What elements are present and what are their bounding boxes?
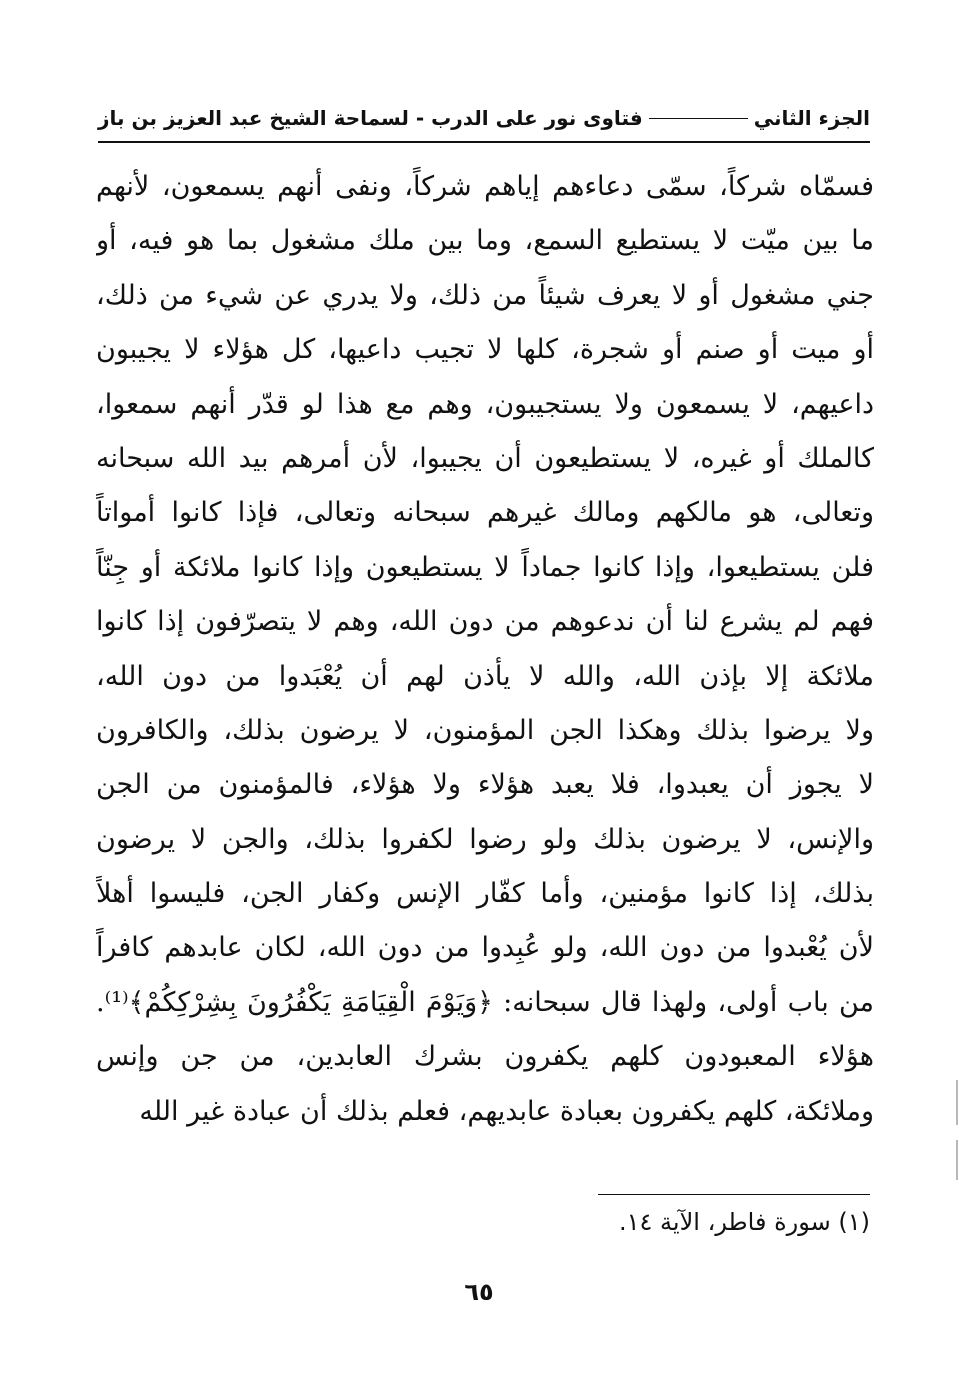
text-line: فلن يستطيعوا، وإذا كانوا جماداً لا يستطيعون وإذا كانوا ملائكة أو جِنّاً bbox=[96, 551, 874, 583]
text-line: لأن يُعْبدوا من دون الله، ولو عُبِدوا من دون الله، لكان عابدهم كافراً bbox=[96, 932, 874, 964]
text-line: لا يجوز أن يعبدوا، فلا يعبد هؤلاء ولا هؤلاء، فالمؤمنون من الجن bbox=[96, 769, 874, 801]
text-line: ملائكة إلا بإذن الله، والله لا يأذن لهم أن يُعْبَدوا من دون الله، bbox=[96, 660, 874, 692]
scan-edge-mark bbox=[956, 1140, 958, 1180]
header-divider bbox=[98, 141, 870, 143]
scan-edge-mark bbox=[956, 1080, 958, 1125]
text-line: فسمّاه شركاً، سمّى دعاءهم إياهم شركاً، ونفى أنهم يسمعون، لأنهم bbox=[96, 171, 874, 202]
text-line: بذلك، إذا كانوا مؤمنين، وأما كفّار الإنس وكفار الجن، فليسوا أهلاً bbox=[96, 878, 874, 910]
text-line: فهم لم يشرع لنا أن ندعوهم من دون الله، وهم لا يتصرّفون إذا كانوا bbox=[96, 606, 874, 638]
text-line: جني مشغول أو لا يعرف شيئاً من ذلك، ولا يدري عن شيء من ذلك، bbox=[96, 279, 874, 311]
book-title: فتاوى نور على الدرب - لسماحة الشيخ عبد العزيز بن باز bbox=[98, 106, 643, 130]
body-text bbox=[96, 160, 874, 1139]
volume-label: الجزء الثاني bbox=[753, 106, 870, 130]
text-line-quran-verse: من باب أولى، ولهذا قال سبحانه: ﴿وَيَوْمَ الْقِيَامَةِ يَكْفُرُونَ بِشِرْكِكُمْ﴾⁽¹⁾. bbox=[96, 986, 874, 1018]
header-dash-rule bbox=[649, 118, 748, 119]
text-line: ما بين ميّت لا يستطيع السمع، وما بين ملك مشغول بما هو فيه، أو bbox=[96, 225, 874, 257]
text-line: وملائكة، كلهم يكفرون بعبادة عابديهم، فعلم بذلك أن عبادة غير الله bbox=[139, 1095, 874, 1127]
text-line: ولا يرضوا بذلك وهكذا الجن المؤمنون، لا يرضون بذلك، والكافرون bbox=[96, 714, 874, 746]
text-line: كالملك أو غيره، لا يستطيعون أن يجيبوا، لأن أمرهم بيد الله سبحانه bbox=[96, 442, 874, 474]
text-line: هؤلاء المعبودون كلهم يكفرون بشرك العابدين، من جن وإنس bbox=[96, 1041, 874, 1073]
text-line: أو ميت أو صنم أو شجرة، كلها لا تجيب داعيها، كل هؤلاء لا يجيبون bbox=[96, 334, 874, 366]
footnote: (١) سورة فاطر، الآية ١٤. bbox=[618, 1208, 870, 1236]
text-line: داعيهم، لا يسمعون ولا يستجيبون، وهم مع هذا لو قدّر أنهم سمعوا، bbox=[96, 388, 874, 420]
footnote-rule bbox=[598, 1194, 870, 1195]
page-number: ٦٥ bbox=[464, 1278, 494, 1306]
text-line: والإنس، لا يرضون بذلك ولو رضوا لكفروا بذلك، والجن لا يرضون bbox=[96, 823, 874, 855]
text-line: وتعالى، هو مالكهم ومالك غيرهم سبحانه وتعالى، فإذا كانوا أمواتاً bbox=[96, 497, 874, 529]
running-header bbox=[98, 98, 870, 138]
